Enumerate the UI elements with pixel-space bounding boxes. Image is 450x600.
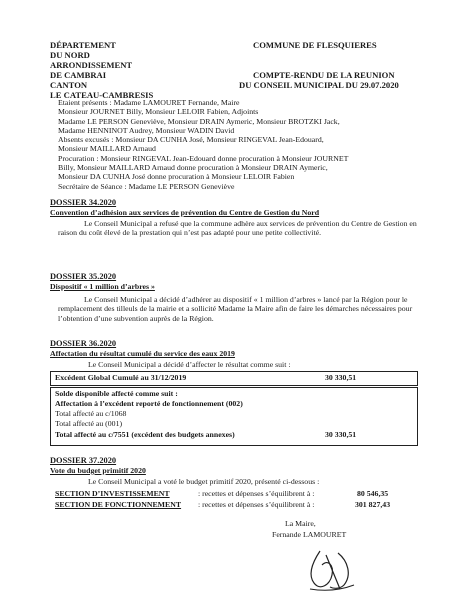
dossier-36-text: Le Conseil Municipal a décidé d’affecter le résultat comme suit : [88,360,291,369]
attendance-line: Procuration : Monsieur RINGEVAL Jean-Edouard donne procuration à Monsieur JOURNET [58,153,349,163]
attendance-line: Monsieur JOURNET Billy, Monsieur LELOIR Fabien, Adjoints [58,107,259,117]
dept-line: LE CATEAU-CAMBRESIS [50,90,154,100]
attendance-line: Madame LE PERSON Geneviève, Monsieur DRAIN Aymeric, Monsieur BROTZKI Jack, [58,116,340,126]
dossier-34-subtitle: Convention d’adhésion aux services de prévention du Centre de Gestion du Nord [50,208,320,217]
dept-line: ARRONDISSEMENT [50,60,133,70]
report-title-2: DU CONSEIL MUNICIPAL DU 29.07.2020 [239,80,399,90]
attendance-line: Madame HENNINOT Audrey, Monsieur WADIN David [58,125,235,135]
dossier-35-text: Le Conseil Municipal a décidé d’adhérer au dispositif « 1 million d’arbres » lancé par la Région pour le remplacement des tilleuls de la mairie et a sollicité Madame la Maire afin de faire les démarches nécessaires pour l’obtention d’une subvention auprès de la Région. [58,295,413,323]
section-investissement-text: : recettes et dépenses s’équilibrent à : [198,489,315,498]
handwritten-signature [300,545,360,595]
solde-label: Solde disponible affecté comme suit : [55,389,178,398]
dept-line: DÉPARTEMENT [50,40,116,50]
dept-line: DE CAMBRAI [50,70,107,80]
dossier-36-title: DOSSIER 36.2020 [50,339,117,348]
section-fonctionnement-value: 301 827,43 [355,500,391,509]
dossier-36-subtitle: Affectation du résultat cumulé du service des eaux 2019 [50,349,235,358]
signature-name: Fernande LAMOURET [272,530,347,539]
attendance-line: Etaient présents : Madame LAMOURET Fernande, Maire [58,98,240,107]
dossier-37-subtitle: Vote du budget primitif 2020 [50,466,146,475]
section-investissement-label: SECTION D’INVESTISSEMENT [55,489,170,498]
attendance-line: Monsieur MAILLARD Arnaud [58,144,156,154]
attendance-line: Absents excusés : Monsieur DA CUNHA José, Monsieur RINGEVAL Jean-Edouard, [58,135,324,145]
dossier-35-subtitle: Dispositif « 1 million d’arbres » [50,282,155,291]
signature-role: La Maire, [285,519,316,528]
dossier-35-title: DOSSIER 35.2020 [50,272,117,281]
dossier-37-title: DOSSIER 37.2020 [50,456,117,465]
excedent-label: Excédent Global Cumulé au 31/12/2019 [55,373,187,382]
total-7551-value: 30 330,51 [325,430,357,439]
attendance-line: Monsieur DA CUNHA José donne procuration à Monsieur LELOIR Fabien [58,172,295,182]
attendance-block [58,98,348,191]
attendance-line: Billy, Monsieur MAILLARD Arnaud donne procuration à Monsieur DRAIN Aymeric, [58,163,328,173]
dossier-37-text: Le Conseil Municipal a voté le budget primitif 2020, présenté ci-dessous : [88,477,320,486]
dossier-34-text: Le Conseil Municipal a refusé que la commune adhère aux services de prévention du Centre de Gestion en raison du coût élevé de la prestation qui n’est pas adapté pour une petite collectivité. [58,219,417,238]
dept-line: CANTON [50,80,88,90]
dossier-34-title: DOSSIER 34.2020 [50,198,117,207]
dept-block [50,40,153,100]
total-7551-label: Total affecté au c/7551 (excédent des budgets annexes) [55,430,235,439]
dept-line: DU NORD [50,50,90,60]
section-fonctionnement-text: : recettes et dépenses s’équilibrent à : [198,500,315,509]
attendance-line: Secrétaire de Séance : Madame LE PERSON Geneviève [58,181,235,191]
affectation-label: Affectation à l’excédent reporté de fonctionnement (002) [55,399,243,408]
total-1068: Total affecté au c/1068 [55,409,127,418]
section-investissement-value: 80 546,35 [357,489,389,498]
commune-name: COMMUNE DE FLESQUIERES [253,40,377,50]
section-fonctionnement-label: SECTION DE FONCTIONNEMENT [55,500,182,509]
report-title-1: COMPTE-RENDU DE LA REUNION [253,70,395,80]
excedent-value: 30 330,51 [325,373,357,382]
total-001: Total affecté au (001) [55,419,123,428]
